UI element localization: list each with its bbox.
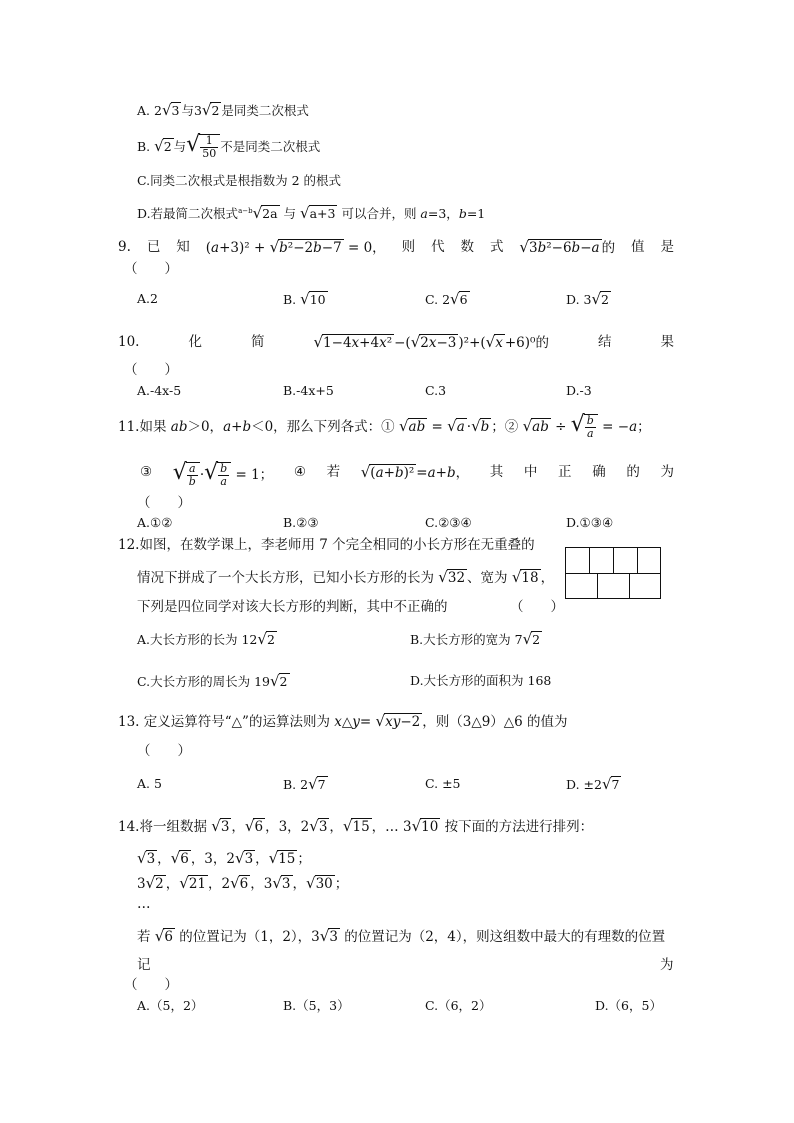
q11-option-d: D.①③④ [566,515,614,530]
q8-option-a: A. 2√3 与3√2 是同类二次根式 [137,101,309,119]
q9-option-a: A.2 [137,291,158,306]
q12-option-c: C.大长方形的周长为 19√2 [137,672,288,690]
q12-stem-1: 12.如图，在数学课上，李老师用 7 个完全相同的小长方形在无重叠的 [118,537,535,553]
q13-option-a: A. 5 [137,776,162,791]
q11-paren: （ ） [137,495,191,511]
q14-option-a: A.（5，2） [137,998,204,1013]
q14-row-3: … [137,896,151,912]
q14-line-5a: 记 [137,957,151,973]
q10-option-a: A.-4x-5 [137,383,182,398]
q14-paren: （ ） [124,977,178,993]
q13-stem: 13. 定义运算符号“△”的运算法则为 x△y= √xy−2 ，则（3△9）△6 的值为 [118,712,568,730]
q14-row-2: 3√2 ，√21 ，2√6 ，3√3 ，√30 ； [137,874,349,892]
q8-option-b: B. √2 与√ $\frac{1}{50}$ 不是同类二次根式 [137,132,321,160]
q14-line-4: 若 √6 的位置记为（1，2），3√3 的位置记为（2，4），则这组数中最大的有理数的位置 [137,927,666,945]
q11-stem: 11.如果 ab＞0，a+b＜0，那么下列各式：① √ab = √a ·√b ；② √ab ÷ √ $\frac{b}{a}$ = −a； [118,412,651,440]
q13-option-d: D. ±2√7 [566,775,620,793]
q9-paren: （ ） [124,261,178,277]
q14-stem: 14.将一组数据 √3 ，√6 ，3，2√3 ，√15 ，… 3√10 按下面的方法进行排列： [118,817,594,835]
q11-option-a: A.①② [137,515,173,530]
q12-stem-2: 情况下拼成了一个大长方形，已知小长方形的长为 √32 、宽为 √18 ， [137,568,555,586]
q12-rectangle-figure [565,547,661,599]
q14-option-b: B.（5，3） [283,998,350,1013]
q11-option-b: B.②③ [283,515,319,530]
q13-option-b: B. 2√7 [283,775,326,793]
q10-paren: （ ） [124,362,178,378]
q10-option-b: B.-4x+5 [283,383,334,398]
q11-line2: ③ √ $\frac{a}{b}$ ·√ $\frac{b}{a}$ = 1； ④ 若 √(a+b)² =a+b， 其 中 正 确 的 为 [140,460,674,488]
q14-option-c: C.（6，2） [425,998,492,1013]
q12-option-d: D.大长方形的面积为 168 [410,673,552,688]
q10-stem: 10. 化 简 √1−4x+4x² −(√2x−3 )²+(√x +6)⁰的 结 果 [118,333,674,351]
q11-option-c: C.②③④ [425,515,472,530]
q14-row-1: √3 ，√6 ，3，2√3 ，√15 ； [137,849,311,867]
q10-option-d: D.-3 [566,383,592,398]
q9-option-b: B. √10 [283,290,326,308]
q14-option-d: D.（6，5） [595,998,662,1013]
q9-option-c: C. 2√6 [425,290,468,308]
q12-paren: （ ） [510,599,564,615]
q8-option-d: D.若最简二次根式$^{a-b}$√2a 与 √a+3 可以合并，则 a=3，b=1 [137,204,486,223]
q10-option-c: C.3 [425,383,447,398]
q12-option-a: A.大长方形的长为 12√2 [137,630,275,648]
q8-option-c: C.同类二次根式是根指数为 2 的根式 [137,173,341,188]
q13-option-c: C. ±5 [425,776,461,791]
q12-option-b: B.大长方形的宽为 7√2 [410,630,541,648]
q13-paren: （ ） [137,743,191,759]
q9-stem: 9. 已 知 (a+3)² + √b²−2b−7 = 0， 则 代 数 式 √3b²−6b−a 的 值 是 [118,238,674,256]
q14-line-5b: 为 [660,957,674,973]
q12-stem-3: 下列是四位同学对该大长方形的判断，其中不正确的 [137,599,448,615]
q9-option-d: D. 3√2 [566,290,609,308]
